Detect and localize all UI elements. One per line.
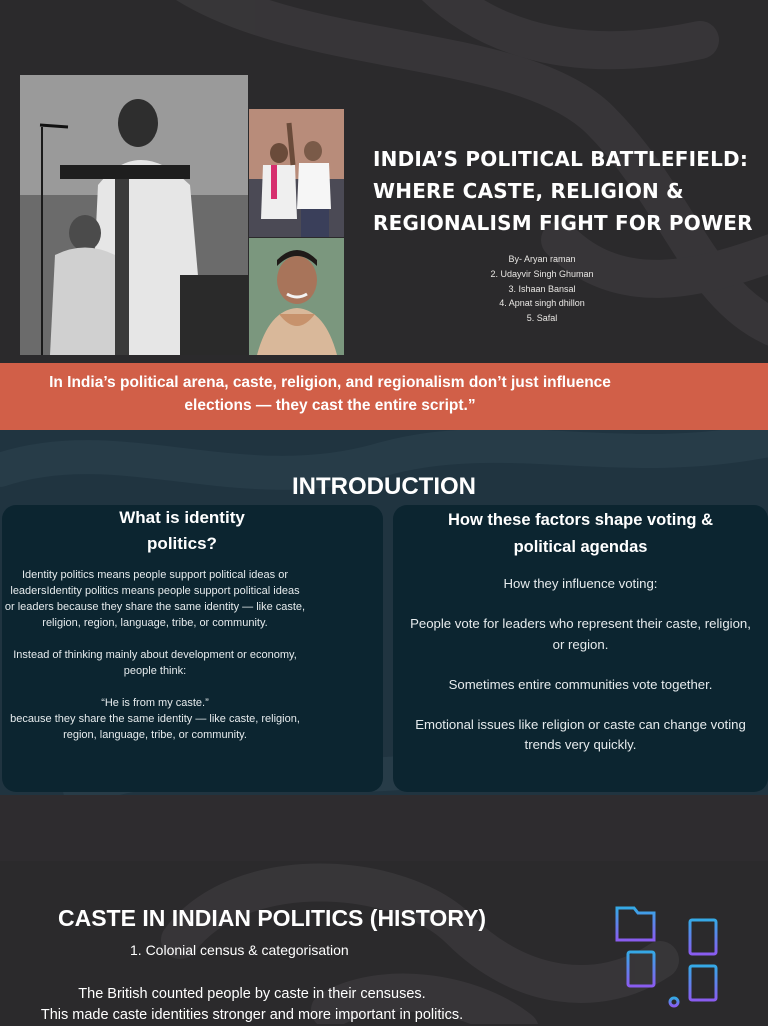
- voting-item: Emotional issues like religion or caste can change voting trends very quickly.: [415, 716, 746, 752]
- caste-quote-paragraph: [4, 695, 306, 743]
- quote-line-2: elections — they cast the entire script.”: [184, 397, 476, 414]
- author-1: By- Aryan raman: [508, 254, 576, 264]
- definition-paragraph: Identity politics means people support political ideas or leadersIdentity politics means people support political ideas or leaders because they share the same identity — like caste, religion, region, language, tribe, or community.: [4, 569, 306, 629]
- introduction-heading: INTRODUCTION: [292, 473, 476, 500]
- page-title: [373, 143, 753, 239]
- caste-history-body: [0, 984, 504, 1026]
- author-5: 5. Safal: [526, 313, 558, 324]
- network-diagram-icon: [612, 904, 722, 1010]
- development-paragraph: Instead of thinking mainly about development or economy, people think:: [13, 649, 297, 677]
- title-line-1: INDIA’S POLITICAL BATTLEFIELD:: [373, 147, 749, 171]
- author-list: [445, 252, 639, 326]
- heading-line-2: political agendas: [513, 538, 648, 556]
- voting-factors-heading: [413, 507, 748, 561]
- voting-factors-card: [393, 505, 768, 792]
- author-3: 3. Ishaan Bansal: [508, 283, 576, 294]
- title-line-2: WHERE CASTE, RELIGION &: [373, 179, 684, 203]
- section-divider-band: [0, 795, 768, 861]
- heading-line-2: politics?: [147, 534, 217, 553]
- heading-line-1: What is identity: [119, 508, 245, 527]
- voting-item: Sometimes entire communities vote together.: [448, 676, 713, 692]
- title-line-3: REGIONALISM FIGHT FOR POWER: [373, 211, 753, 235]
- ambedkar-speech-photo: [20, 75, 248, 355]
- heading-line-1: How these factors shape voting &: [448, 511, 713, 529]
- caste-quote-explanation: because they share the same identity — like caste, religion, region, language, tribe, or community.: [10, 713, 300, 741]
- leader-portrait-photo: [249, 238, 344, 355]
- author-4: 4. Apnat singh dhillon: [499, 298, 585, 309]
- author-2: 2. Udayvir Singh Ghuman: [490, 268, 594, 279]
- identity-politics-heading: [102, 505, 262, 557]
- leaders-raising-hands-photo: [249, 109, 344, 237]
- voting-item: How they influence voting:: [503, 576, 658, 591]
- caste-history-subheading: 1. Colonial census & categorisation: [130, 942, 349, 958]
- caste-history-heading: CASTE IN INDIAN POLITICS (HISTORY): [58, 905, 487, 931]
- quote-text: [0, 371, 660, 417]
- voting-factors-body: [403, 574, 758, 775]
- quote-line-1: In India’s political arena, caste, religion, and regionalism don’t just influence: [49, 374, 611, 391]
- caste-history-line-2: This made caste identities stronger and more important in politics.: [40, 1007, 464, 1023]
- caste-history-line-1: The British counted people by caste in their censuses.: [78, 986, 426, 1002]
- identity-politics-card: [2, 505, 383, 792]
- identity-politics-body: [4, 567, 306, 759]
- caste-quote: “He is from my caste.”: [101, 697, 209, 709]
- voting-item: People vote for leaders who represent their caste, religion, or region.: [410, 616, 751, 652]
